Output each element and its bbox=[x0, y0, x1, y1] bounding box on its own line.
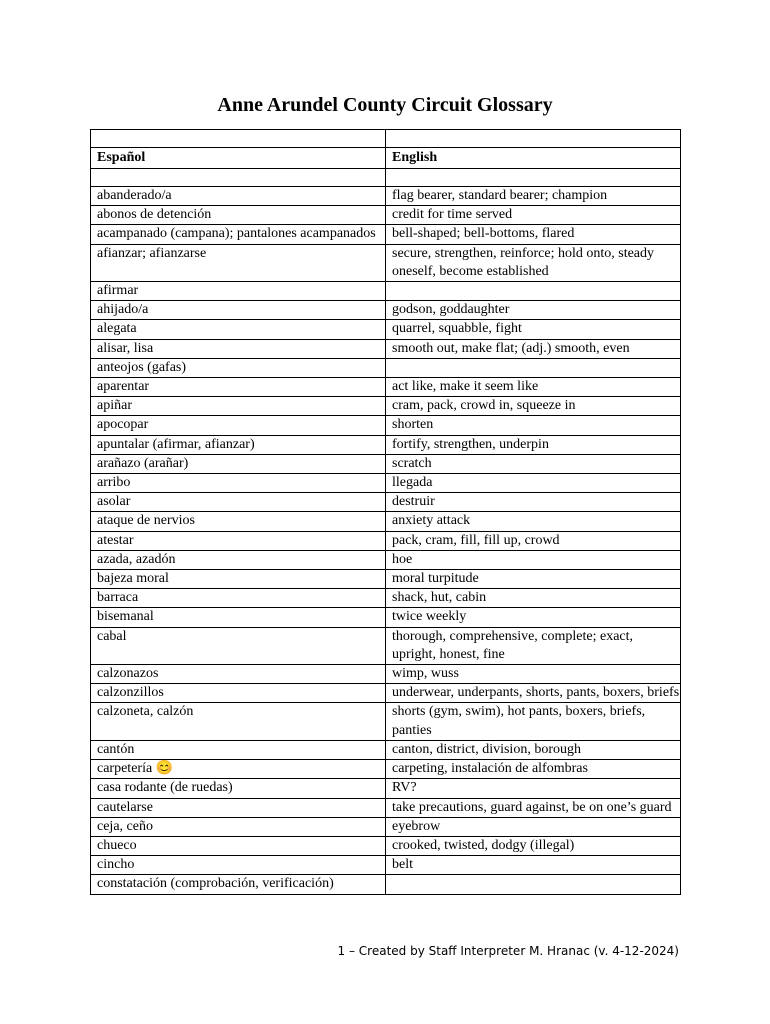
table-row bbox=[91, 244, 681, 281]
table-row bbox=[91, 512, 681, 531]
term-english: shack, hut, cabin bbox=[386, 589, 681, 608]
table-row bbox=[91, 454, 681, 473]
term-english: anxiety attack bbox=[386, 512, 681, 531]
table-row bbox=[91, 570, 681, 589]
table-row bbox=[91, 206, 681, 225]
term-english: bell-shaped; bell-bottoms, flared bbox=[386, 225, 681, 244]
term-english: underwear, underpants, shorts, pants, boxers, briefs bbox=[386, 684, 681, 703]
term-spanish: alegata bbox=[91, 320, 386, 339]
term-english: thorough, comprehensive, complete; exact, upright, honest, fine bbox=[386, 627, 681, 664]
table-row bbox=[91, 378, 681, 397]
term-english: carpeting, instalación de alfombras bbox=[386, 760, 681, 779]
term-english: fortify, strengthen, underpin bbox=[386, 435, 681, 454]
term-spanish: acampanado (campana); pantalones acampanados bbox=[91, 225, 386, 244]
term-spanish: constatación (comprobación, verificación) bbox=[91, 875, 386, 894]
table-row bbox=[91, 531, 681, 550]
term-english: belt bbox=[386, 856, 681, 875]
term-spanish: apiñar bbox=[91, 397, 386, 416]
term-english: smooth out, make flat; (adj.) smooth, even bbox=[386, 339, 681, 358]
term-spanish: calzoneta, calzón bbox=[91, 703, 386, 740]
term-english: twice weekly bbox=[386, 608, 681, 627]
term-english: shorts (gym, swim), hot pants, boxers, briefs, panties bbox=[386, 703, 681, 740]
term-english: take precautions, guard against, be on one’s guard bbox=[386, 798, 681, 817]
term-spanish: afirmar bbox=[91, 282, 386, 301]
glossary-table bbox=[90, 129, 681, 895]
term-english bbox=[386, 875, 681, 894]
term-spanish: ataque de nervios bbox=[91, 512, 386, 531]
table-row bbox=[91, 684, 681, 703]
table-spacer-row bbox=[91, 130, 681, 148]
term-spanish: chueco bbox=[91, 836, 386, 855]
term-english: scratch bbox=[386, 454, 681, 473]
term-english: eyebrow bbox=[386, 817, 681, 836]
term-english: flag bearer, standard bearer; champion bbox=[386, 187, 681, 206]
term-spanish: ahijado/a bbox=[91, 301, 386, 320]
table-row bbox=[91, 875, 681, 894]
term-spanish: calzonazos bbox=[91, 665, 386, 684]
term-english: act like, make it seem like bbox=[386, 378, 681, 397]
table-row bbox=[91, 856, 681, 875]
table-row bbox=[91, 397, 681, 416]
term-spanish: atestar bbox=[91, 531, 386, 550]
header-english: English bbox=[386, 148, 681, 169]
term-spanish: bisemanal bbox=[91, 608, 386, 627]
spacer-cell bbox=[386, 169, 681, 187]
table-row bbox=[91, 779, 681, 798]
term-spanish: abanderado/a bbox=[91, 187, 386, 206]
table-row bbox=[91, 187, 681, 206]
table-row bbox=[91, 339, 681, 358]
spacer-cell bbox=[91, 169, 386, 187]
term-spanish: abonos de detención bbox=[91, 206, 386, 225]
table-row bbox=[91, 225, 681, 244]
table-row bbox=[91, 703, 681, 740]
term-english: hoe bbox=[386, 550, 681, 569]
table-row bbox=[91, 589, 681, 608]
term-spanish: arañazo (arañar) bbox=[91, 454, 386, 473]
term-spanish: ceja, ceño bbox=[91, 817, 386, 836]
table-row bbox=[91, 282, 681, 301]
table-row bbox=[91, 817, 681, 836]
table-row bbox=[91, 358, 681, 377]
term-english: wimp, wuss bbox=[386, 665, 681, 684]
table-row bbox=[91, 550, 681, 569]
table-spacer-row bbox=[91, 169, 681, 187]
term-spanish: cincho bbox=[91, 856, 386, 875]
table-row bbox=[91, 665, 681, 684]
term-spanish: asolar bbox=[91, 493, 386, 512]
term-english: secure, strengthen, reinforce; hold onto, steady oneself, become established bbox=[386, 244, 681, 281]
term-english: quarrel, squabble, fight bbox=[386, 320, 681, 339]
glossary-body bbox=[91, 130, 681, 895]
term-spanish: casa rodante (de ruedas) bbox=[91, 779, 386, 798]
table-row bbox=[91, 493, 681, 512]
table-row bbox=[91, 435, 681, 454]
table-row bbox=[91, 474, 681, 493]
term-spanish: cabal bbox=[91, 627, 386, 664]
term-spanish: afianzar; afianzarse bbox=[91, 244, 386, 281]
term-spanish: carpetería 😊 bbox=[91, 760, 386, 779]
term-english: crooked, twisted, dodgy (illegal) bbox=[386, 836, 681, 855]
term-english: destruir bbox=[386, 493, 681, 512]
term-spanish: alisar, lisa bbox=[91, 339, 386, 358]
term-english: godson, goddaughter bbox=[386, 301, 681, 320]
term-english: canton, district, division, borough bbox=[386, 740, 681, 759]
term-english: credit for time served bbox=[386, 206, 681, 225]
table-row bbox=[91, 760, 681, 779]
term-spanish: azada, azadón bbox=[91, 550, 386, 569]
term-spanish: arribo bbox=[91, 474, 386, 493]
table-row bbox=[91, 798, 681, 817]
term-english bbox=[386, 358, 681, 377]
table-header-row bbox=[91, 148, 681, 169]
term-english: cram, pack, crowd in, squeeze in bbox=[386, 397, 681, 416]
spacer-cell bbox=[386, 130, 681, 148]
term-spanish: apuntalar (afirmar, afianzar) bbox=[91, 435, 386, 454]
term-english bbox=[386, 282, 681, 301]
term-spanish: anteojos (gafas) bbox=[91, 358, 386, 377]
term-spanish: aparentar bbox=[91, 378, 386, 397]
term-spanish: cautelarse bbox=[91, 798, 386, 817]
table-row bbox=[91, 627, 681, 664]
table-row bbox=[91, 416, 681, 435]
table-row bbox=[91, 740, 681, 759]
term-spanish: barraca bbox=[91, 589, 386, 608]
term-spanish: apocopar bbox=[91, 416, 386, 435]
page-footer: 1 – Created by Staff Interpreter M. Hranac (v. 4-12-2024) bbox=[337, 944, 679, 958]
spacer-cell bbox=[91, 130, 386, 148]
term-english: shorten bbox=[386, 416, 681, 435]
table-row bbox=[91, 320, 681, 339]
term-english: pack, cram, fill, fill up, crowd bbox=[386, 531, 681, 550]
term-spanish: bajeza moral bbox=[91, 570, 386, 589]
table-row bbox=[91, 836, 681, 855]
header-espanol: Español bbox=[91, 148, 386, 169]
table-row bbox=[91, 301, 681, 320]
table-row bbox=[91, 608, 681, 627]
term-english: moral turpitude bbox=[386, 570, 681, 589]
term-english: llegada bbox=[386, 474, 681, 493]
term-spanish: calzonzillos bbox=[91, 684, 386, 703]
term-spanish: cantón bbox=[91, 740, 386, 759]
page-title: Anne Arundel County Circuit Glossary bbox=[217, 94, 553, 116]
term-english: RV? bbox=[386, 779, 681, 798]
